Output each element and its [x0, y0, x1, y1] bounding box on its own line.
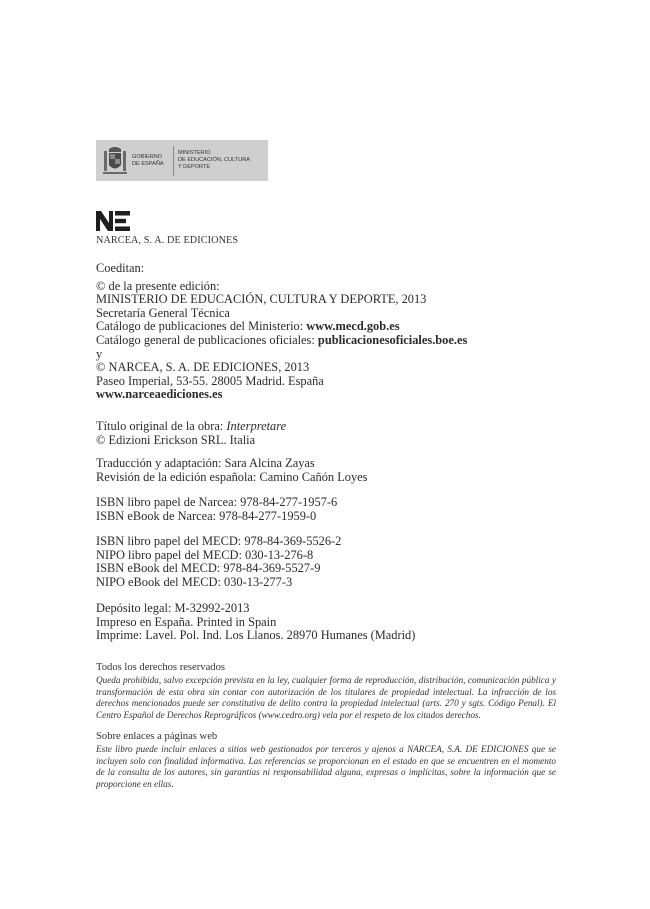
ministry-catalog-line: Catálogo de publicaciones del Ministerio: www.mecd.gob.es — [96, 319, 400, 334]
translator-line: Traducción y adaptación: Sara Alcina Zayas — [96, 456, 315, 470]
ministry-line: MINISTERIO DE EDUCACIÓN, CULTURA Y DEPORTE, 2013 — [96, 292, 427, 307]
and-line: y — [96, 346, 103, 361]
boe-link[interactable]: publicacionesoficiales.boe.es — [317, 332, 468, 347]
gov-right-text: MINISTERIO DE EDUCACIÓN, CULTURA Y DEPORTE — [178, 150, 250, 170]
narcea-link[interactable]: www.narceaediciones.es — [96, 387, 223, 402]
translation-block — [96, 457, 368, 484]
isbn-line: ISBN eBook del MECD: 978-84-369-5527-9 — [96, 561, 321, 576]
original-copyright-line: © Edizioni Erickson SRL. Italia — [96, 432, 256, 447]
edition-line: © de la presente edición: — [96, 278, 220, 293]
legal-deposit-line: Depósito legal: M-32992-2013 — [96, 601, 250, 615]
printer-line: Imprime: Lavel. Pol. Ind. Los Llanos. 28970 Humanes (Madrid) — [96, 628, 416, 643]
printing-block — [96, 602, 415, 643]
original-title-block — [96, 420, 286, 447]
isbn-mecd-block — [96, 535, 341, 589]
coat-of-arms-icon — [102, 145, 128, 177]
secretariat-line: Secretaría General Técnica — [96, 305, 230, 320]
links-title: Sobre enlaces a páginas web — [96, 731, 218, 742]
mecd-link[interactable]: www.mecd.gob.es — [306, 319, 400, 334]
isbn-line: ISBN eBook de Narcea: 978-84-277-1959-0 — [96, 508, 317, 523]
coeditors-heading: Coeditan: — [96, 261, 145, 275]
nipo-line: NIPO libro papel del MECD: 030-13-276-8 — [96, 547, 314, 562]
rights-title: Todos los derechos reservados — [96, 662, 225, 673]
printed-in-line: Impreso en España. Printed in Spain — [96, 614, 277, 629]
isbn-line: ISBN libro papel del MECD: 978-84-369-5526-2 — [96, 534, 342, 548]
links-body: Este libro puede incluir enlaces a sitios web gestionados por terceros y ajenos a NARCEA, S.A. DE EDICIONES que se incluyen solo con finalidad informativa. Las referencias se proporcionan en el estado en que se encuentren en el momento de la consulta de los autores, sin garantías ni responsabilidad alguna, expresas o implícitas, sobre la información que se proporcione en ellas. — [96, 744, 556, 789]
official-catalog-line: Catálogo general de publicaciones oficiales: publicacionesoficiales.boe.es — [96, 332, 468, 347]
government-logo — [96, 140, 268, 181]
coeditors-block — [96, 262, 467, 402]
isbn-line: ISBN libro papel de Narcea: 978-84-277-1957-6 — [96, 495, 338, 509]
narcea-copyright-line: © NARCEA, S. A. DE EDICIONES, 2013 — [96, 360, 310, 375]
publisher-name: NARCEA, S. A. DE EDICIONES — [96, 235, 239, 246]
rights-body: Queda prohibida, salvo excepción prevista en la ley, cualquier forma de reproducción, distribución, comunicación pública y transformación de esta obra sin contar con autorización de los titulares de propiedad intelectual. La infracción de los derechos mencionados puede ser constitutiva de delito contra la propiedad intelectual (arts. 270 y sgts. Código Penal). El Centro Español de Derechos Reprográficos (www.cedro.org) vela por el respeto de los citados derechos. — [96, 675, 556, 720]
nipo-line: NIPO eBook del MECD: 030-13-277-3 — [96, 574, 293, 589]
original-title-line: Título original de la obra: Interpretare — [96, 419, 287, 433]
isbn-narcea-block — [96, 496, 337, 523]
publisher-logo-icon — [96, 211, 130, 231]
address-line: Paseo Imperial, 53-55. 28005 Madrid. España — [96, 373, 324, 388]
gov-left-text: GOBIERNO DE ESPAÑA — [132, 153, 164, 167]
gov-divider — [173, 146, 174, 176]
revision-line: Revisión de la edición española: Camino Cañón Loyes — [96, 469, 368, 484]
